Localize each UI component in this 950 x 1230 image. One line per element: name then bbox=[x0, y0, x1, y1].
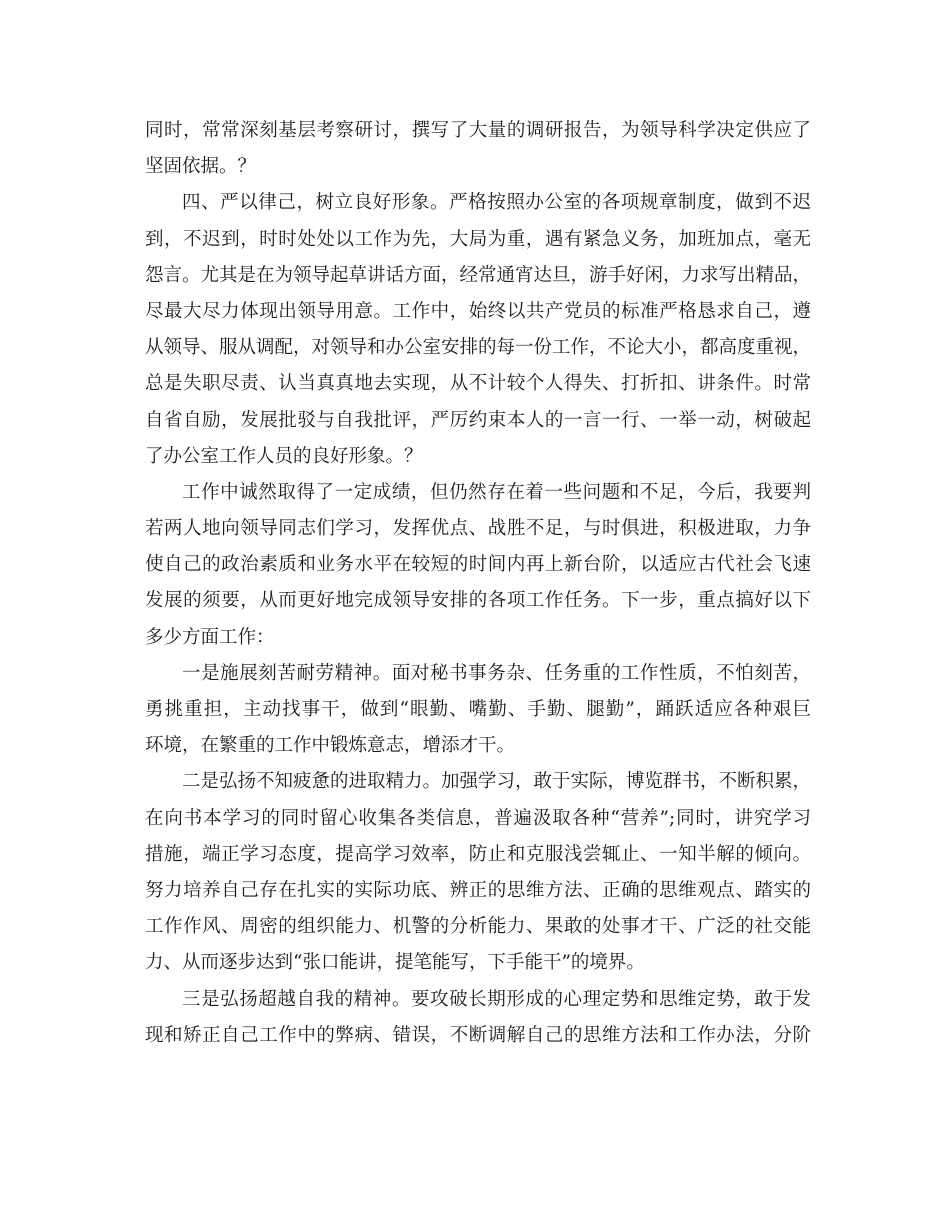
text-line: 发展的须要，从而更好地完成领导安排的各项工作任务。下一步，重点搞好以下 bbox=[145, 590, 811, 612]
text-line: 力、从而逐步达到“张口能讲，提笔能写，下手能干”的境界。 bbox=[145, 952, 645, 974]
paragraph-3 bbox=[145, 475, 811, 656]
document-body bbox=[145, 113, 811, 1054]
text-line: 措施，端正学习态度，提高学习效率，防止和克服浅尝辄止、一知半解的倾向。 bbox=[145, 843, 811, 865]
text-line: 自省自励，发展批驳与自我批评，严厉约束本人的一言一行、一举一动，树破起 bbox=[145, 409, 811, 431]
text-line: 了办公室工作人员的良好形象。？ bbox=[145, 445, 423, 467]
text-line: 在向书本学习的同时留心收集各类信息，普遍汲取各种“营养”;同时，讲究学习 bbox=[145, 807, 811, 829]
paragraph-4 bbox=[145, 656, 811, 765]
text-line: 二是弘扬不知疲惫的进取精力。加强学习，敢于实际，博览群书，不断积累， bbox=[182, 771, 812, 793]
paragraph-6 bbox=[145, 982, 811, 1054]
text-line: 从领导、服从调配，对领导和办公室安排的每一份工作，不论大小，都高度重视， bbox=[145, 337, 812, 359]
text-line: 四、严以律己，树立良好形象。严格按照办公室的各项规章制度，做到不迟 bbox=[182, 192, 811, 214]
text-line: 到，不迟到，时时处处以工作为先，大局为重，遇有紧急义务，加班加点，毫无 bbox=[145, 228, 811, 250]
text-line: 努力培养自己存在扎实的实际功底、辨正的思维方法、正确的思维观点、踏实的 bbox=[145, 879, 811, 901]
text-line: 怨言。尤其是在为领导起草讲话方面，经常通宵达旦，游手好闲，力求写出精品， bbox=[145, 264, 812, 286]
text-line: 勇挑重担，主动找事干，做到“眼勤、嘴勤、手勤、腿勤”，踊跃适应各种艰巨 bbox=[145, 699, 811, 720]
text-line: 工作中诚然取得了一定成绩，但仍然存在着一些问题和不足，今后，我要判 bbox=[182, 481, 811, 503]
paragraph-5 bbox=[145, 764, 811, 981]
text-line: 总是失职尽责、认当真真地去实现，从不计较个人得失、打折扣、讲条件。时常 bbox=[145, 373, 811, 395]
paragraph-1 bbox=[145, 113, 811, 185]
text-line: 环境，在繁重的工作中锻炼意志，增添才干。 bbox=[145, 735, 516, 757]
text-line: 一是施展刻苦耐劳精神。面对秘书事务杂、任务重的工作性质，不怕刻苦， bbox=[182, 662, 811, 684]
text-line: 若两人地向领导同志们学习，发挥优点、战胜不足，与时俱进，积极进取，力争 bbox=[145, 518, 811, 540]
text-line: 三是弘扬超越自我的精神。要攻破长期形成的心理定势和思维定势，敢于发 bbox=[182, 988, 811, 1010]
text-line: 坚固依据。？ bbox=[145, 156, 257, 178]
paragraph-2 bbox=[145, 185, 811, 475]
text-line: 使自己的政治素质和业务水平在较短的时间内再上新台阶，以适应古代社会飞速 bbox=[145, 554, 811, 576]
text-line: 工作作风、周密的组织能力、机警的分析能力、果敢的处事才干、广泛的社交能 bbox=[145, 916, 811, 938]
text-line: 多少方面工作： bbox=[145, 626, 275, 648]
text-line: 现和矫正自己工作中的弊病、错误，不断调解自己的思维方法和工作办法，分阶 bbox=[145, 1024, 811, 1046]
text-line: 同时，常常深刻基层考察研讨，撰写了大量的调研报告，为领导科学决定供应了 bbox=[145, 120, 811, 141]
text-line: 尽最大尽力体现出领导用意。工作中，始终以共产党员的标准严格恳求自己，遵 bbox=[145, 300, 811, 322]
